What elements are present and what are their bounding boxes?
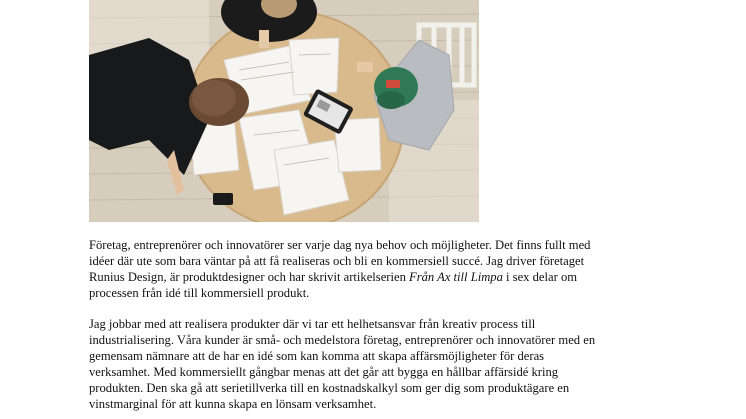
text-line: idéer där ute som bara väntar på att få realiseras och bli en kommersiell succé. Jag driver företaget: [89, 254, 585, 268]
text-line: vinstmarginal för att kunna skapa en lönsam verksamhet.: [89, 397, 377, 411]
text-fragment: Runius Design, är produktdesigner och har skrivit artikelserien: [89, 270, 410, 284]
body-paragraph: [89, 316, 669, 412]
text-line: Jag jobbar med att realisera produkter där vi tar ett helhetsansvar från kreativ process till: [89, 317, 536, 331]
text-line: Företag, entreprenörer och innovatörer ser varje dag nya behov och möjligheter. Det finns fullt med: [89, 238, 591, 252]
series-title: Från Ax till Limpa: [409, 270, 503, 284]
intro-paragraph: [89, 237, 669, 301]
text-line: processen från idé till kommersiell produkt.: [89, 286, 310, 300]
text-line: gemensam nämnare att de har en idé som kan komma att skapa affärsmöjligheter för deras: [89, 349, 545, 363]
text-line: verksamhet. Med kommersiellt gångbar menas att det går att bygga en hållbar affärsidé kring: [89, 365, 559, 379]
text-line: [89, 269, 669, 285]
article-photo: [89, 0, 479, 222]
meeting-photo-illustration: [89, 0, 479, 222]
text-line: industrialisering. Våra kunder är små- och medelstora företag, entreprenörer och innovatörer med en: [89, 333, 596, 347]
text-line: produkten. Den ska gå att serietillverka till en kostnadskalkyl som ger dig som produktägare en: [89, 381, 570, 395]
text-fragment: i sex delar om: [502, 270, 578, 284]
